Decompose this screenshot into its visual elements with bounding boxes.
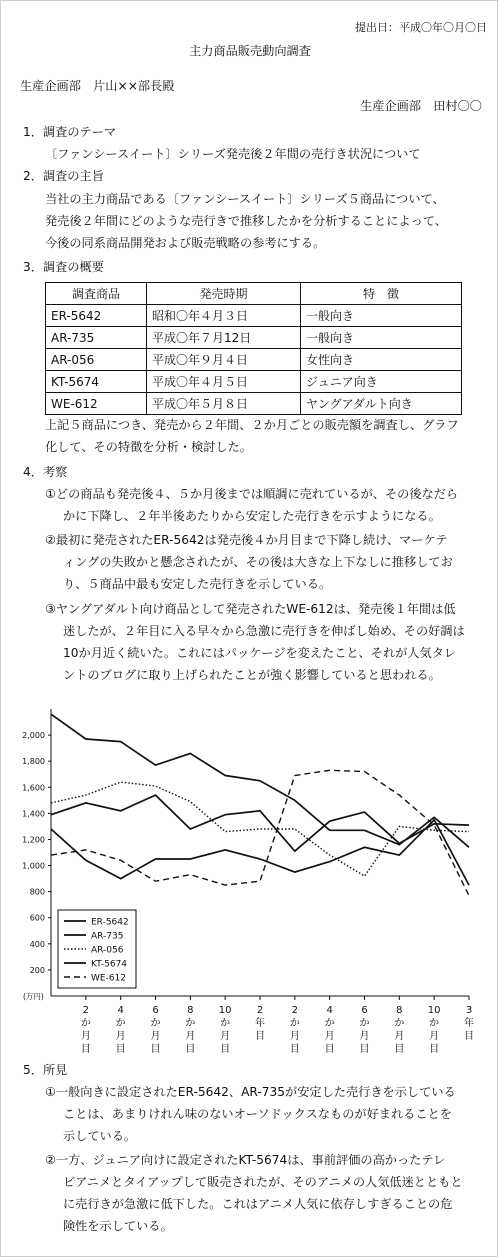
table-cell: 平成〇年５月８日	[147, 393, 301, 415]
table-row	[46, 393, 462, 415]
x-tick-label: 月	[359, 1031, 370, 1042]
author: 生産企画部 田村〇〇	[360, 99, 482, 113]
x-tick-label: 月	[324, 1031, 335, 1042]
x-tick-label: 目	[359, 1044, 370, 1055]
y-tick-label: 800	[29, 887, 45, 897]
x-tick-label: 目	[464, 1031, 474, 1042]
legend-label: AR-735	[91, 931, 124, 942]
section-4-item-2-line: ィングの失敗かと懸念されたが、その後は大きな上下なしに推移してお	[63, 555, 453, 569]
table-cell: ヤングアダルト向き	[301, 393, 462, 415]
section-1-body: 〔ファンシースイート〕シリーズ発売後２年間の売行き状況について	[45, 147, 421, 161]
section-2-heading: 2．調査の主旨	[23, 169, 104, 183]
x-tick-label: 10	[427, 1005, 441, 1016]
section-4-heading: 4．考察	[23, 465, 68, 479]
section-5-item-2-line: ビアニメとタイアップして販売されたが、そのアニメの人気低迷とともと	[63, 1175, 463, 1189]
x-tick-label: 月	[185, 1031, 196, 1042]
section-1-heading: 1．調査のテーマ	[23, 125, 117, 139]
section-4-item-3-line: ③ヤングアダルト向け商品として発売されたWE-612は、発売後１年間は低	[45, 602, 456, 616]
x-tick-label: 月	[150, 1031, 161, 1042]
y-tick-label: 600	[29, 913, 45, 923]
x-tick-label: か	[324, 1018, 335, 1029]
table-row	[46, 327, 462, 349]
table-cell: AR-735	[46, 327, 147, 349]
x-tick-label: 目	[429, 1044, 440, 1055]
x-tick-label: 月	[80, 1031, 91, 1042]
report-title: 主力商品販売動向調査	[189, 44, 311, 58]
x-tick-label: か	[185, 1018, 196, 1029]
x-tick-label: 目	[150, 1044, 161, 1055]
y-tick-label: 400	[29, 939, 45, 949]
section-4-item-1-line: かに下降し、２年半後あたりから安定した売行きを示すようになる。	[63, 509, 441, 523]
section-3-heading: 3．調査の概要	[23, 260, 104, 274]
series-line-ar-735	[51, 820, 469, 885]
section-2-line: 当社の主力商品である〔ファンシースイート〕シリーズ５商品について、	[45, 192, 445, 206]
x-tick-label: 4	[326, 1005, 333, 1016]
x-tick-label: 目	[220, 1044, 231, 1055]
x-tick-label: 月	[429, 1031, 440, 1042]
table-cell: 女性向き	[301, 349, 462, 371]
section-4-item-3-line: ントのブログに取り上げられたことが強く影響していると思われる。	[63, 668, 441, 682]
table-header-cell: 特 徴	[301, 283, 462, 305]
table-cell: 平成〇年７月12日	[147, 327, 301, 349]
x-tick-label: 8	[396, 1005, 403, 1016]
y-tick-label: 1,800	[22, 757, 45, 767]
sales-line-chart	[1, 701, 499, 1061]
addressee: 生産企画部 片山××部長殿	[20, 79, 175, 93]
x-tick-label: 目	[255, 1031, 265, 1042]
y-tick-label: 200	[29, 965, 45, 975]
section-3-line: 上記５商品につき、発売から２年間、２か月ごとの販売額を調査し、グラフ	[45, 418, 459, 432]
x-tick-label: 2	[291, 1005, 299, 1016]
x-tick-label: 月	[220, 1031, 231, 1042]
series-line-kt-5674	[51, 795, 469, 851]
x-tick-label: 2	[256, 1005, 264, 1016]
legend-label: KT-5674	[91, 959, 128, 970]
x-tick-label: 6	[361, 1005, 368, 1016]
section-2-line: 今後の同系商品開発および販売戦略の参考にする。	[45, 236, 326, 250]
section-5-item-1-line: ①一般向きに設定されたER-5642、AR-735が安定した売行きを示している	[45, 1085, 456, 1099]
x-tick-label: か	[115, 1018, 126, 1029]
section-4-item-1-line: ①どの商品も発売後４、５か月後までは順調に売れているが、その後なだら	[45, 487, 459, 501]
table-header-cell: 調査商品	[46, 283, 147, 305]
table-cell: 一般向き	[301, 327, 462, 349]
section-5-item-1-line: 示している。	[63, 1129, 137, 1143]
x-tick-label: か	[429, 1018, 440, 1029]
section-2-line: 発売後２年間にどのような売行きで推移したかを分析することによって、	[45, 214, 447, 228]
table-cell: 一般向き	[301, 305, 462, 327]
section-3-line: 化して、その特徴を分析・検討した。	[45, 440, 252, 454]
x-tick-label: 目	[324, 1044, 335, 1055]
x-tick-label: 4	[117, 1005, 124, 1016]
x-tick-label: か	[394, 1018, 405, 1029]
section-4-item-3-line: 10か月近く続いた。これにはパッケージを変えたこと、それが人気タレ	[63, 646, 457, 660]
submission-date: 提出日：平成〇年〇月〇日	[355, 21, 487, 34]
legend-label: WE-612	[91, 973, 127, 984]
section-5-item-1-line: ことは、あまりけれん味のないオーソドックスなものが好まれることを	[63, 1107, 452, 1121]
y-tick-label: 1,600	[22, 783, 45, 793]
y-tick-label: 1,400	[22, 809, 45, 819]
x-tick-label: 年	[255, 1018, 265, 1029]
legend-label: AR-056	[91, 945, 124, 956]
y-tick-label: 1,000	[22, 861, 45, 871]
table-header-cell: 発売時期	[147, 283, 301, 305]
table-cell: 平成〇年９月４日	[147, 349, 301, 371]
x-tick-label: か	[289, 1018, 300, 1029]
section-4-item-2-line: り、５商品中最も安定した売行きを示している。	[63, 577, 332, 591]
table-header-row	[46, 283, 462, 305]
x-tick-label: 6	[152, 1005, 159, 1016]
table-cell: WE-612	[46, 393, 147, 415]
section-4-item-2-line: ②最初に発売されたER-5642は発売後４か月目まで下降し続け、マーケテ	[45, 533, 448, 547]
section-5-heading: 5．所見	[23, 1063, 68, 1077]
legend-label: ER-5642	[91, 917, 129, 928]
y-unit-label: (万円)	[23, 992, 44, 1001]
section-5-item-2-line: ②一方、ジュニア向けに設定されたKT-5674は、事前評価の高かったテレ	[45, 1153, 446, 1167]
product-table	[45, 282, 462, 415]
x-tick-label: 目	[80, 1044, 91, 1055]
x-tick-label: 目	[115, 1044, 126, 1055]
x-tick-label: 月	[115, 1031, 126, 1042]
series-line-ar-056	[51, 782, 469, 876]
x-tick-label: 目	[289, 1044, 300, 1055]
table-cell: 昭和〇年４月３日	[147, 305, 301, 327]
x-tick-label: 目	[185, 1044, 196, 1055]
section-4-item-3-line: 迷したが、２年目に入る早々から急激に売行きを伸ばし始め、その好調は	[63, 624, 465, 638]
x-tick-label: 月	[394, 1031, 405, 1042]
x-tick-label: 8	[187, 1005, 194, 1016]
table-cell: AR-056	[46, 349, 147, 371]
table-cell: ジュニア向き	[301, 371, 462, 393]
x-tick-label: 2	[82, 1005, 90, 1016]
x-tick-label: 目	[394, 1044, 405, 1055]
y-tick-label: 1,200	[22, 835, 45, 845]
x-tick-label: か	[359, 1018, 370, 1029]
x-tick-label: か	[80, 1018, 91, 1029]
x-tick-label: か	[220, 1018, 231, 1029]
table-cell: ER-5642	[46, 305, 147, 327]
table-cell: 平成〇年４月５日	[147, 371, 301, 393]
x-tick-label: 10	[218, 1005, 232, 1016]
section-5-item-2-line: 険性を示している。	[63, 1219, 173, 1233]
y-tick-label: 2,000	[22, 731, 45, 741]
table-cell: KT-5674	[46, 371, 147, 393]
x-tick-label: 3	[465, 1005, 473, 1016]
section-5-item-2-line: に売行きが急激に低下した。これはアニメ人気に依存しすぎることの危	[63, 1197, 453, 1211]
x-tick-label: 月	[289, 1031, 300, 1042]
x-tick-label: 年	[464, 1018, 474, 1029]
table-row	[46, 349, 462, 371]
table-row	[46, 371, 462, 393]
x-tick-label: か	[150, 1018, 161, 1029]
table-row	[46, 305, 462, 327]
series-line-we-612	[51, 770, 469, 895]
